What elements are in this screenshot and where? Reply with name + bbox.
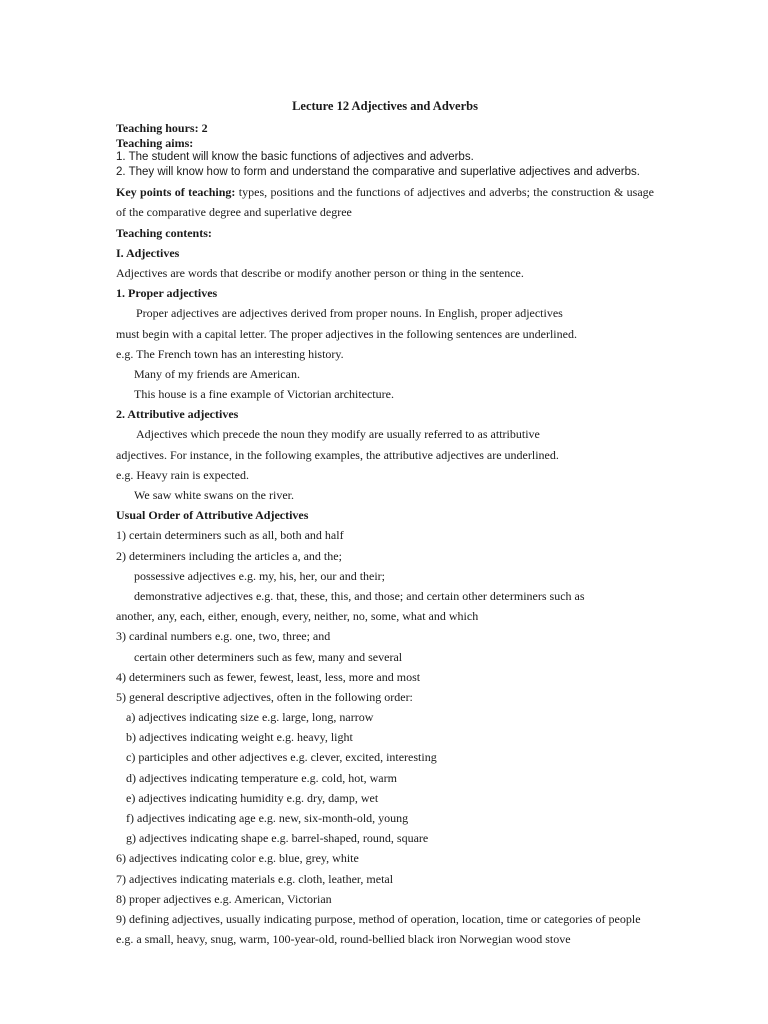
proper-adjectives-heading: 1. Proper adjectives bbox=[116, 286, 218, 301]
order-sub-g: g) adjectives indicating shape e.g. barrel-shaped, round, square bbox=[126, 831, 429, 846]
order-item-9: 9) defining adjectives, usually indicating purpose, method of operation, location, time or categories of people bbox=[116, 911, 641, 926]
order-item-6: 6) adjectives indicating color e.g. blue, grey, white bbox=[116, 851, 359, 866]
order-example: e.g. a small, heavy, snug, warm, 100-year-old, round-bellied black iron Norwegian wood stove bbox=[116, 932, 571, 947]
teaching-aims-heading: Teaching aims: bbox=[116, 135, 194, 150]
aim-1: 1. The student will know the basic functions of adjectives and adverbs. bbox=[116, 151, 474, 164]
order-item-2-possessive: possessive adjectives e.g. my, his, her, our and their; bbox=[134, 568, 386, 583]
order-item-2: 2) determiners including the articles a, and the; bbox=[116, 548, 342, 563]
order-sub-e: e) adjectives indicating humidity e.g. dry, damp, wet bbox=[126, 790, 379, 805]
order-sub-b: b) adjectives indicating weight e.g. heavy, light bbox=[126, 730, 353, 745]
section-adjectives-heading: I. Adjectives bbox=[116, 245, 180, 260]
attributive-adjectives-heading: 2. Attributive adjectives bbox=[116, 407, 239, 422]
teaching-contents-heading: Teaching contents: bbox=[116, 225, 212, 240]
proper-example-3: This house is a fine example of Victorian architecture. bbox=[134, 387, 394, 402]
adjectives-intro: Adjectives are words that describe or modify another person or thing in the sentence. bbox=[116, 265, 524, 280]
order-item-3: 3) cardinal numbers e.g. one, two, three; and bbox=[116, 629, 331, 644]
order-item-3-continued: certain other determiners such as few, many and several bbox=[134, 649, 403, 664]
key-points-text: types, positions and the functions of adjectives and adverbs; the construction & usage of the comparative degree and superlative degree bbox=[116, 185, 654, 220]
order-sub-a: a) adjectives indicating size e.g. large, long, narrow bbox=[126, 710, 374, 725]
order-item-7: 7) adjectives indicating materials e.g. cloth, leather, metal bbox=[116, 871, 394, 886]
proper-example-1: e.g. The French town has an interesting history. bbox=[116, 346, 344, 361]
aim-2: 2. They will know how to form and understand the comparative and superlative adjectives and adverbs. bbox=[116, 165, 640, 178]
attributive-example-1: e.g. Heavy rain is expected. bbox=[116, 467, 249, 482]
order-sub-d: d) adjectives indicating temperature e.g. cold, hot, warm bbox=[126, 770, 397, 785]
attributive-paragraph-line-2: adjectives. For instance, in the following examples, the attributive adjectives are underlined. bbox=[116, 447, 559, 462]
order-item-8: 8) proper adjectives e.g. American, Victorian bbox=[116, 891, 332, 906]
order-item-4: 4) determiners such as fewer, fewest, least, less, more and most bbox=[116, 669, 421, 684]
order-item-5: 5) general descriptive adjectives, often in the following order: bbox=[116, 689, 413, 704]
order-item-2-continued: another, any, each, either, enough, every, neither, no, some, what and which bbox=[116, 609, 479, 624]
page-title: Lecture 12 Adjectives and Adverbs bbox=[292, 99, 478, 113]
attributive-example-2: We saw white swans on the river. bbox=[134, 488, 294, 503]
order-heading: Usual Order of Attributive Adjectives bbox=[116, 508, 309, 523]
proper-paragraph-line-1: Proper adjectives are adjectives derived from proper nouns. In English, proper adjectives bbox=[136, 306, 563, 321]
key-points-label: Key points of teaching: bbox=[116, 185, 236, 200]
teaching-hours: Teaching hours: 2 bbox=[116, 121, 208, 136]
proper-example-2: Many of my friends are American. bbox=[134, 366, 300, 381]
document-page bbox=[116, 96, 654, 949]
key-points bbox=[116, 182, 654, 222]
order-sub-c: c) participles and other adjectives e.g. clever, excited, interesting bbox=[126, 750, 437, 765]
order-item-1: 1) certain determiners such as all, both and half bbox=[116, 528, 344, 543]
order-sub-f: f) adjectives indicating age e.g. new, six-month-old, young bbox=[126, 811, 409, 826]
attributive-paragraph-line-1: Adjectives which precede the noun they modify are usually referred to as attributive bbox=[136, 427, 540, 442]
proper-paragraph-line-2: must begin with a capital letter. The proper adjectives in the following sentences are underlined. bbox=[116, 326, 577, 341]
order-item-2-demonstrative: demonstrative adjectives e.g. that, these, this, and those; and certain other determiners such as bbox=[134, 588, 585, 603]
